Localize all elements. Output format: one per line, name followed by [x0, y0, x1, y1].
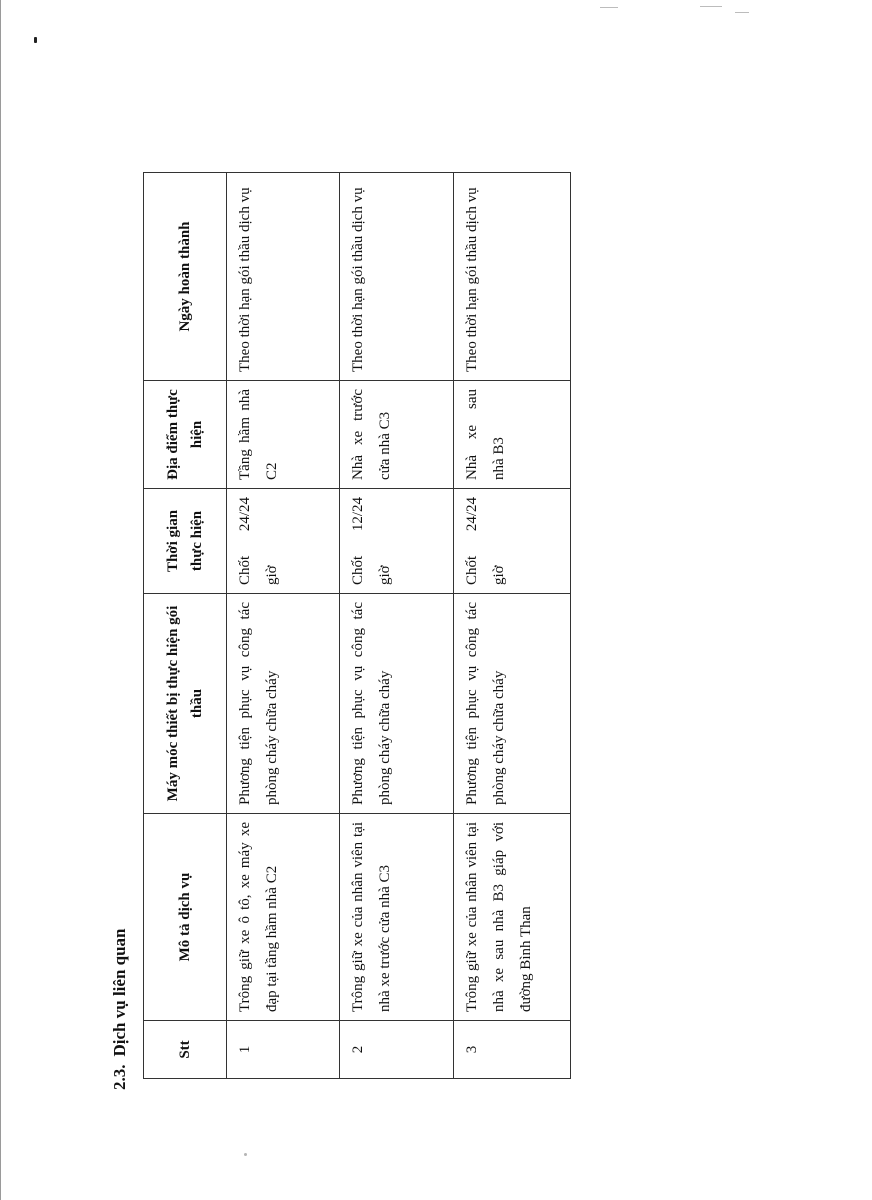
- cell-ngay-hoan-thanh: Theo thời hạn gói thầu dịch vụ: [454, 173, 571, 381]
- header-mo-ta: Mô tả dịch vụ: [144, 814, 227, 1021]
- table-row: [454, 173, 571, 1079]
- cell-may-moc: Phương tiện phục vụ công tác phòng cháy chữa cháy: [454, 594, 571, 814]
- cell-ngay-hoan-thanh: Theo thời hạn gói thầu dịch vụ: [227, 173, 340, 381]
- cell-dia-diem: Nhà xe trước cửa nhà C3: [340, 381, 454, 489]
- section-heading: [110, 928, 130, 1090]
- header-dia-diem: Địa điểm thực hiện: [144, 381, 227, 489]
- table-row: [227, 173, 340, 1079]
- table-header-row: [144, 173, 227, 1079]
- cell-stt: 1: [227, 1021, 340, 1079]
- cell-mo-ta: Trông giữ xe ô tô, xe máy xe đạp tại tầng hầm nhà C2: [227, 814, 340, 1021]
- services-table: [143, 172, 571, 1079]
- cell-stt: 3: [454, 1021, 571, 1079]
- cell-may-moc: Phương tiện phục vụ công tác phòng cháy chữa cháy: [227, 594, 340, 814]
- cell-ngay-hoan-thanh: Theo thời hạn gói thầu dịch vụ: [340, 173, 454, 381]
- table-row: [340, 173, 454, 1079]
- header-thoi-gian: Thời gian thực hiện: [144, 489, 227, 594]
- cell-mo-ta: Trông giữ xe của nhân viên tại nhà xe sau nhà B3 giáp với đường Bình Than: [454, 814, 571, 1021]
- cell-dia-diem: Nhà xe sau nhà B3: [454, 381, 571, 489]
- header-stt: Stt: [144, 1021, 227, 1079]
- cell-thoi-gian: Chốt 24/24 giờ: [227, 489, 340, 594]
- cell-thoi-gian: Chốt 12/24 giờ: [340, 489, 454, 594]
- section-title: Dịch vụ liên quan: [110, 928, 129, 1057]
- cell-stt: 2: [340, 1021, 454, 1079]
- cell-may-moc: Phương tiện phục vụ công tác phòng cháy chữa cháy: [340, 594, 454, 814]
- header-may-moc: Máy móc thiết bị thực hiện gói thầu: [144, 594, 227, 814]
- header-ngay-hoan-thanh: Ngày hoàn thành: [144, 173, 227, 381]
- section-number: 2.3.: [110, 1064, 129, 1090]
- cell-mo-ta: Trông giữ xe của nhân viên tại nhà xe trước cửa nhà C3: [340, 814, 454, 1021]
- cell-dia-diem: Tầng hầm nhà C2: [227, 381, 340, 489]
- cell-thoi-gian: Chốt 24/24 giờ: [454, 489, 571, 594]
